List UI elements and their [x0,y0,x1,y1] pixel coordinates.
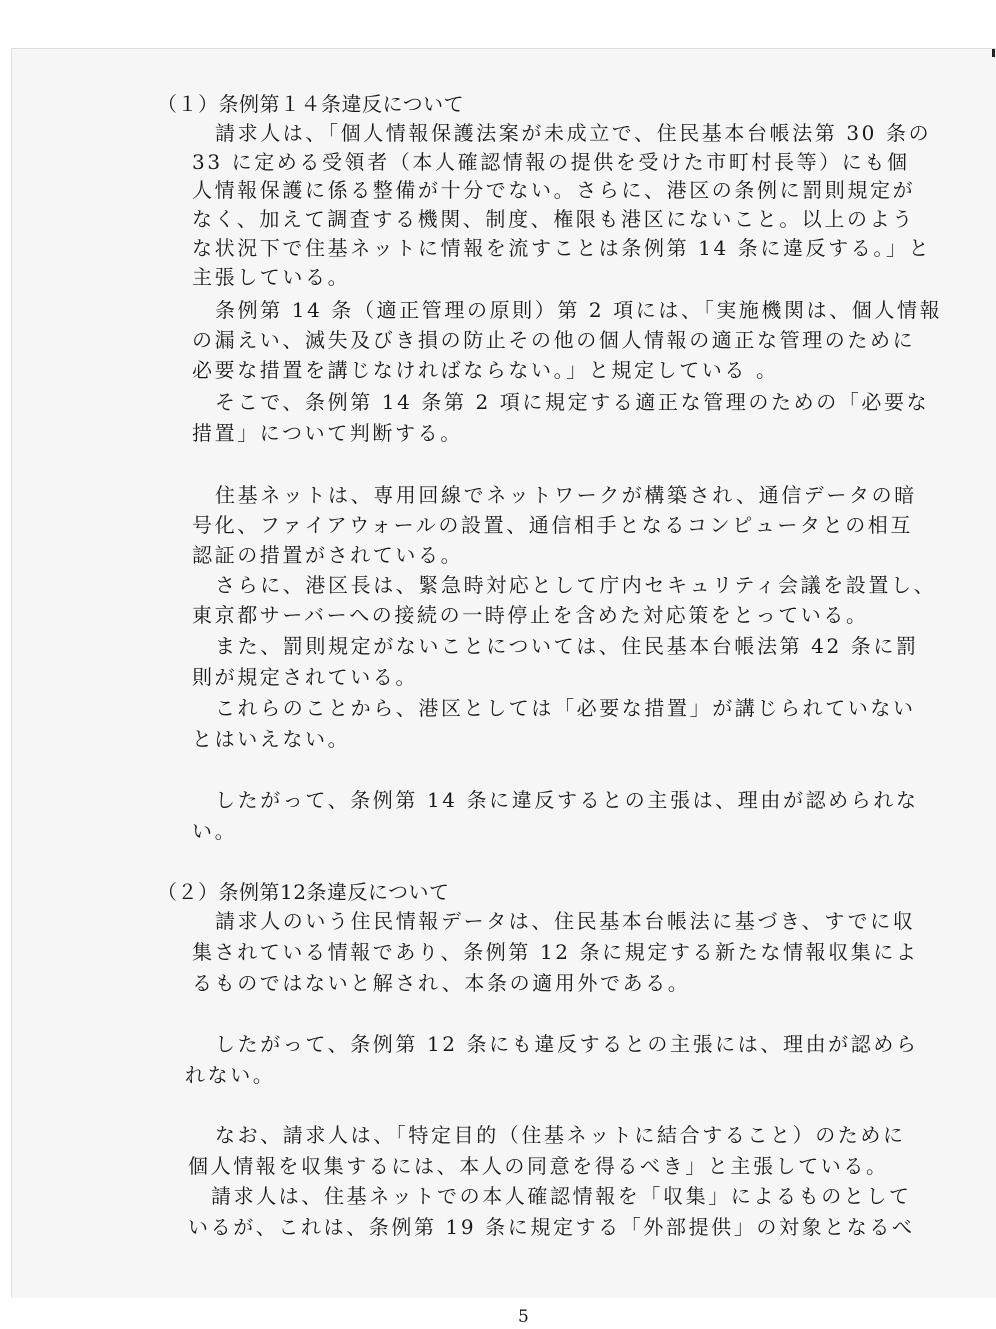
text-line: したがって、条例第 14 条に違反するとの主張は、理由が認められな [215,788,919,812]
text-line: 東京都サーバーへの接続の一時停止を含めた対応策をとっている。 [192,603,869,627]
text-line: の漏えい、滅失及びき損の防止その他の個人情報の適正な管理のために [192,328,916,352]
text-line: したがって、条例第 12 条にも違反するとの主張には、理由が認めら [215,1032,919,1056]
text-line: とはいえない。 [192,727,351,751]
text-line: 請求人は、住基ネットでの本人確認情報を「収集」によるものとして [211,1184,912,1208]
text-line: 必要な措置を講じなければならない。」と規定している 。 [192,358,779,382]
text-line: な状況下で住基ネットに情報を流すことは条例第 14 条に違反する。」と [192,236,932,260]
text-line: い。 [192,819,238,843]
text-line: いるが、これは、条例第 19 条に規定する「外部提供」の対象となるべ [188,1215,915,1239]
text-line: なく、加えて調査する機関、制度、権限も港区にないこと。以上のよう [192,207,915,231]
page-number: 5 [518,1307,529,1327]
text-line: なお、請求人は、「特定目的（住基ネットに結合すること）のために [215,1123,906,1147]
text-line: 個人情報を収集するには、本人の同意を得るべき」と主張している。 [188,1154,889,1178]
text-line: 住基ネットは、専用回線でネットワークが構築され、通信データの暗 [215,483,917,507]
text-line: さらに、港区長は、緊急時対応として庁内セキュリティ会議を設置し、 [215,573,937,597]
text-line: 請求人は、「個人情報保護法案が未成立で、住民基本台帳法第 30 条の [215,121,932,145]
text-line: 措置」について判断する。 [192,421,463,445]
text-line: 認証の措置がされている。 [192,543,464,567]
document-page [11,48,996,1327]
text-line: また、罰則規定がないことについては、住民基本台帳法第 42 条に罰 [215,634,919,658]
text-line: 条例第 14 条（適正管理の原則）第 2 項には、「実施機関は、個人情報 [215,298,943,322]
text-line: 主張している。 [192,265,351,289]
section-1-heading: （１）条例第１４条違反について [157,92,465,116]
text-line: 則が規定されている。 [192,665,418,689]
text-line: 請求人のいう住民情報データは、住民基本台帳法に基づき、すでに収 [215,909,916,933]
section-2-heading: （２）条例第12条違反について [157,880,450,904]
text-line: 33 に定める受領者（本人確認情報の提供を受けた市町村長等）にも個 [192,150,910,174]
text-line: そこで、条例第 14 条第 2 項に規定する適正な管理のための「必要な [215,390,930,414]
scan-mark [992,49,995,57]
text-line: これらのことから、港区としては「必要な措置」が講じられていない [215,696,916,720]
text-line: 集されている情報であり、条例第 12 条に規定する新たな情報収集によ [192,940,919,964]
text-line: 人情報保護に係る整備が十分でない。さらに、港区の条例に罰則規定が [192,178,916,202]
text-line: るものではないと解され、本条の適用外である。 [192,971,691,995]
text-line: 号化、ファイアウォールの設置、通信相手となるコンピュータとの相互 [192,513,913,537]
text-line: れない。 [185,1063,276,1087]
